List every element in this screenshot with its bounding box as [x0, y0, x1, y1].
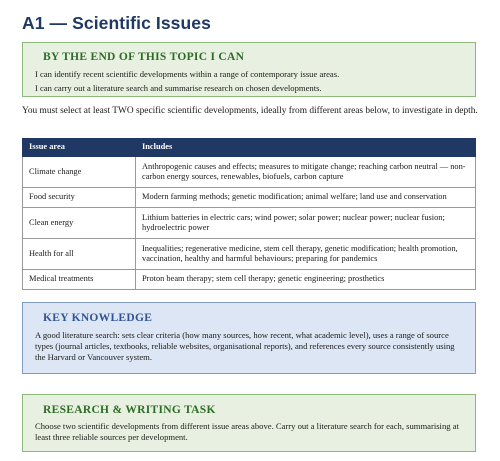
- objective-item: I can carry out a literature search and summarise research on chosen developments.: [35, 83, 322, 93]
- key-knowledge-text: A good literature search: sets clear criteria (how many sources, how recent, what academic level), uses a range of source types (journal articles, textbooks, reliable websites, organisational reports), and references every source consistently using the Harvard or Vancouver system.: [35, 330, 455, 362]
- research-task-heading: RESEARCH & WRITING TASK: [43, 404, 216, 416]
- issue-area-cell: Food security: [23, 188, 136, 208]
- key-knowledge-box: [22, 302, 476, 374]
- research-task-text: Choose two scientific developments from different issue areas above. Carry out a literature search for each, summarising at least three reliable sources per development.: [35, 421, 459, 442]
- issue-area-cell: Clean energy: [23, 208, 136, 239]
- table-header-row: [23, 139, 476, 157]
- table-row: [23, 208, 476, 239]
- key-knowledge-heading: KEY KNOWLEDGE: [43, 312, 153, 324]
- table-row: [23, 157, 476, 188]
- issue-area-cell: Climate change: [23, 157, 136, 188]
- column-header-includes: Includes: [136, 139, 476, 157]
- learning-objectives-box: [22, 42, 476, 97]
- includes-cell: Modern farming methods; genetic modification; animal welfare; land use and conservation: [136, 188, 476, 208]
- table-row: [23, 188, 476, 208]
- includes-cell: Inequalities; regenerative medicine, stem cell therapy, genetic modification; health promotion, vaccination, healthy and harmful behaviours; preparing for pandemics: [136, 239, 476, 270]
- column-header-issue-area: Issue area: [23, 139, 136, 157]
- issue-area-cell: Medical treatments: [23, 270, 136, 290]
- table-row: [23, 239, 476, 270]
- issue-areas-table: [22, 138, 476, 290]
- objectives-heading: BY THE END OF THIS TOPIC I CAN: [43, 51, 245, 63]
- research-task-box: [22, 394, 476, 452]
- intro-text: You must select at least TWO specific scientific developments, ideally from different areas below, to investigate in depth.: [22, 106, 478, 116]
- page-title: A1 — Scientific Issues: [22, 13, 211, 33]
- issue-area-cell: Health for all: [23, 239, 136, 270]
- table-row: [23, 270, 476, 290]
- includes-cell: Proton beam therapy; stem cell therapy; genetic engineering; prosthetics: [136, 270, 476, 290]
- objective-item: I can identify recent scientific developments within a range of contemporary issue areas.: [35, 69, 340, 79]
- includes-cell: Lithium batteries in electric cars; wind power; solar power; nuclear power; nuclear fusion; hydroelectric power: [136, 208, 476, 239]
- includes-cell: Anthropogenic causes and effects; measures to mitigate change; reaching carbon neutral — non-carbon energy sources, renewables, biofuels, carbon capture: [136, 157, 476, 188]
